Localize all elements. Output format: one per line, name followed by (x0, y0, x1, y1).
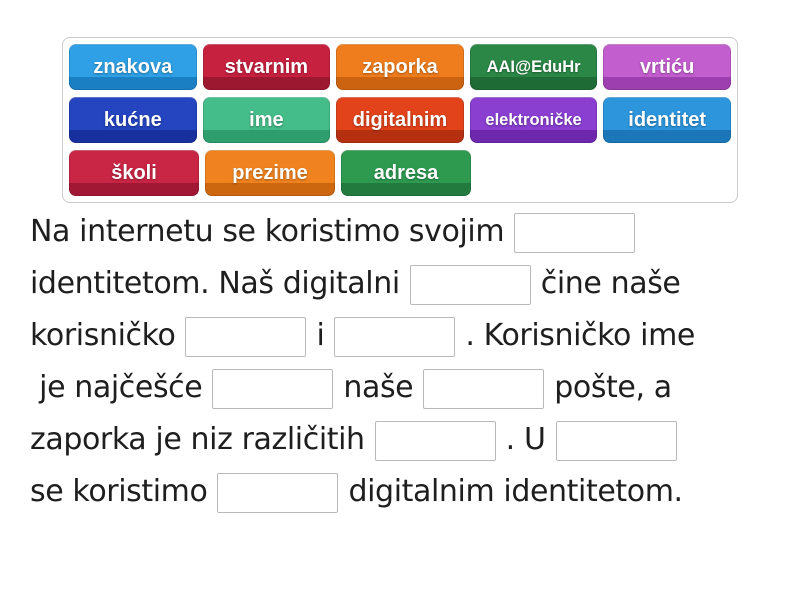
word-tile[interactable]: kućne (69, 97, 197, 143)
cloze-text: zaporka je niz različitih (30, 422, 365, 457)
word-tile[interactable]: ime (203, 97, 331, 143)
cloze-paragraph (30, 206, 780, 518)
word-tile[interactable]: AAI@EduHr (470, 44, 598, 90)
cloze-line (30, 310, 780, 362)
cloze-line (30, 206, 780, 258)
cloze-text: i (316, 318, 325, 353)
word-tile[interactable]: identitet (603, 97, 731, 143)
word-tile[interactable]: školi (69, 150, 199, 196)
cloze-text: Na internetu se koristimo svojim (30, 214, 505, 249)
cloze-line (30, 362, 780, 414)
cloze-text: korisničko (30, 318, 176, 353)
answer-blank[interactable] (556, 421, 677, 461)
answer-blank[interactable] (375, 421, 496, 461)
cloze-line (30, 466, 780, 518)
answer-blank[interactable] (410, 265, 531, 305)
word-tile[interactable]: adresa (341, 150, 471, 196)
word-tile[interactable]: zaporka (336, 44, 464, 90)
answer-blank[interactable] (217, 473, 338, 513)
cloze-text: . Korisničko ime (465, 318, 695, 353)
answer-blank[interactable] (514, 213, 635, 253)
answer-blank[interactable] (185, 317, 306, 357)
word-tile[interactable]: prezime (205, 150, 335, 196)
answer-blank[interactable] (423, 369, 544, 409)
word-bank-row (69, 97, 731, 143)
cloze-line (30, 258, 780, 310)
word-tile[interactable]: znakova (69, 44, 197, 90)
word-tile[interactable]: vrtiću (603, 44, 731, 90)
word-bank-row (69, 150, 731, 196)
word-bank-row (69, 44, 731, 90)
cloze-text: se koristimo (30, 474, 208, 509)
cloze-text: naše (343, 370, 414, 405)
cloze-text: . U (505, 422, 546, 457)
cloze-text: digitalnim identitetom. (348, 474, 683, 509)
word-tile[interactable]: elektroničke (470, 97, 598, 143)
cloze-text: pošte, a (554, 370, 672, 405)
answer-blank[interactable] (334, 317, 455, 357)
cloze-line (30, 414, 780, 466)
answer-blank[interactable] (212, 369, 333, 409)
word-tile[interactable]: stvarnim (203, 44, 331, 90)
cloze-text: čine naše (540, 266, 681, 301)
word-tile[interactable]: digitalnim (336, 97, 464, 143)
word-bank (62, 37, 738, 203)
cloze-text: identitetom. Naš digitalni (30, 266, 400, 301)
cloze-text: je najčešće (30, 370, 203, 405)
